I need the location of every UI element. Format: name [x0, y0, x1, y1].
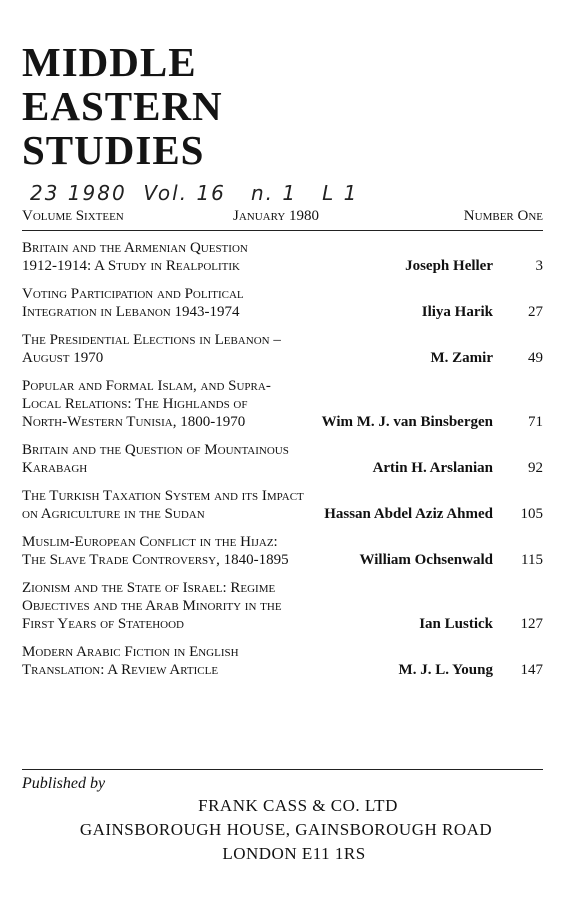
article-author: Iliya Harik	[421, 304, 493, 320]
article-author: Artin H. Arslanian	[372, 460, 493, 476]
journal-title-line-1: MIDDLE	[22, 39, 197, 85]
article-page-number: 71	[528, 414, 543, 430]
publisher-address-line-2: LONDON E11 1RS	[222, 844, 366, 863]
publisher-address-line-1: GAINSBOROUGH HOUSE, GAINSBOROUGH ROAD	[79, 820, 493, 839]
article-page-number: 49	[528, 350, 543, 366]
publisher-name: FRANK CASS & CO. LTD	[198, 796, 398, 815]
article-author: Joseph Heller	[405, 258, 493, 274]
contents-entry	[22, 579, 543, 633]
article-author: Wim M. J. van Binsbergen	[321, 414, 493, 430]
article-title-line: Objectives and the Arab Minority in the	[22, 598, 282, 614]
article-title-line: Zionism and the State of Israel: Regime	[22, 580, 276, 596]
contents-entry	[22, 487, 543, 523]
contents-entry	[22, 377, 543, 431]
journal-title-line-2: EASTERN	[22, 83, 223, 129]
article-title-line: North-Western Tunisia, 1800-1970	[22, 414, 246, 430]
article-page-number: 105	[520, 506, 543, 522]
issue-date: January 1980	[233, 208, 320, 224]
article-title-line: Voting Participation and Political	[22, 286, 244, 302]
article-title-line: Popular and Formal Islam, and Supra-	[22, 378, 271, 394]
article-title-line: The Turkish Taxation System and its Impact	[22, 488, 304, 504]
article-title-line: Local Relations: The Highlands of	[22, 396, 248, 412]
article-title-line: Muslim-European Conflict in the Hijaz:	[22, 534, 278, 550]
issue-number: Number One	[463, 208, 543, 224]
article-title-line: The Presidential Elections in Lebanon –	[22, 332, 281, 348]
volume-label: Volume Sixteen	[22, 208, 124, 224]
article-page-number: 27	[528, 304, 543, 320]
contents-entry	[22, 239, 543, 275]
article-author: Ian Lustick	[419, 616, 493, 632]
article-title-line: Britain and the Armenian Question	[22, 240, 248, 256]
article-title-line: 1912-1914: A Study in Realpolitik	[22, 258, 240, 274]
journal-title	[22, 40, 223, 172]
article-title-line: on Agriculture in the Sudan	[22, 506, 205, 522]
article-page-number: 127	[520, 616, 543, 632]
article-title-line: August 1970	[22, 350, 104, 366]
handwritten-annotation: 23 1980 Vol. 16 n. 1 L 1	[30, 181, 359, 205]
journal-title-line-3: STUDIES	[22, 127, 205, 173]
table-of-contents	[22, 239, 543, 689]
article-author: William Ochsenwald	[359, 552, 493, 568]
contents-entry	[22, 331, 543, 367]
article-title-line: Translation: A Review Article	[22, 662, 219, 678]
article-title-line: Karabagh	[22, 460, 88, 476]
article-title-line: Britain and the Question of Mountainous	[22, 442, 289, 458]
article-title-line: Integration in Lebanon 1943-1974	[22, 304, 240, 320]
top-divider	[22, 230, 543, 231]
article-title-line: The Slave Trade Controversy, 1840-1895	[22, 552, 289, 568]
article-title-line: First Years of Statehood	[22, 616, 185, 632]
article-author: M. Zamir	[430, 350, 493, 366]
article-author: M. J. L. Young	[398, 662, 493, 678]
bottom-divider	[22, 769, 543, 770]
contents-entry	[22, 643, 543, 679]
article-page-number: 147	[520, 662, 543, 678]
article-author: Hassan Abdel Aziz Ahmed	[324, 506, 493, 522]
published-by-label: Published by	[22, 775, 106, 792]
issue-meta	[22, 208, 543, 228]
contents-entry	[22, 441, 543, 477]
article-page-number: 3	[535, 258, 543, 274]
article-page-number: 115	[521, 552, 543, 568]
article-title-line: Modern Arabic Fiction in English	[22, 644, 239, 660]
contents-entry	[22, 285, 543, 321]
article-page-number: 92	[528, 460, 543, 476]
contents-entry	[22, 533, 543, 569]
